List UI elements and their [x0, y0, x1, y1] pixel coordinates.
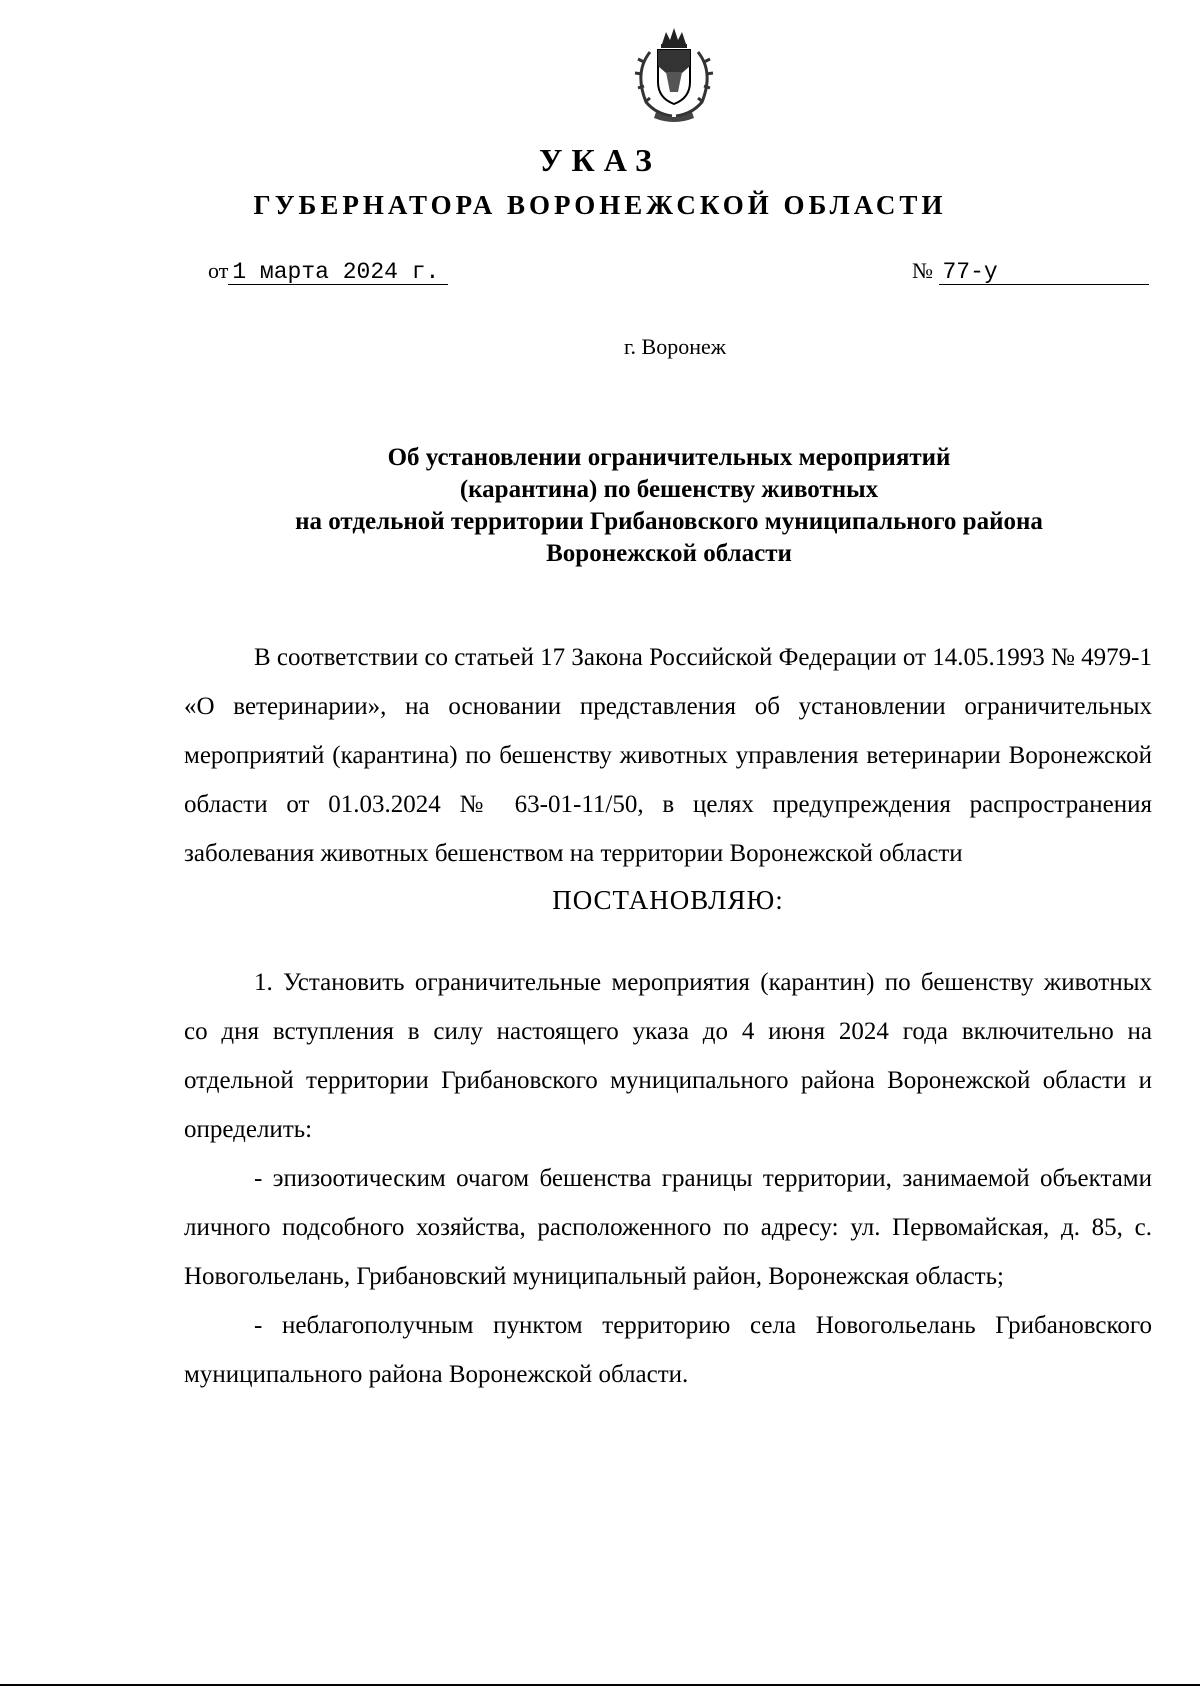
sub-item-paragraph: - эпизоотическим очагом бешенства границы территории, занимаемой объектами личного подсобного хозяйства, расположенного по адресу: ул. Первомайская, д. 85, с. Новогольелань, Грибановский муниципальный район, Воронежская область;	[184, 1165, 1152, 1290]
document-type-title: УКАЗ	[539, 142, 661, 178]
heading-line: (карантина) по бешенству животных	[459, 476, 879, 503]
item-1-paragraph: 1. Установить ограничительные мероприятия (карантин) по бешенству животных со дня вступления в силу настоящего указа до 4 июня 2024 года включительно на отдельной территории Грибановского муниципального района Воронежской области и определить:	[184, 969, 1152, 1143]
coat-of-arms-icon	[620, 22, 728, 124]
number-value: 77-у	[939, 260, 1149, 285]
document-body	[184, 633, 1152, 1399]
decree-word: ПОСТАНОВЛЯЮ:	[552, 885, 784, 915]
heading-line: на отдельной территории Грибановского муниципального района	[295, 508, 1043, 535]
heading-line: Об установлении ограничительных мероприятий	[387, 444, 951, 471]
document-date	[208, 258, 448, 285]
document-heading	[0, 442, 1200, 570]
date-label: от	[208, 258, 229, 283]
preamble-paragraph: В соответствии со статьей 17 Закона Российской Федерации от 14.05.1993 № 4979-1 «О ветеринарии», на основании представления об установлении ограничительных мероприятий (карантина) по бешенству животных управления ветеринарии Воронежской области от 01.03.2024 № 63-01-11/50, в целях предупреждения распространения заболевания животных бешенством на территории Воронежской области	[184, 644, 1152, 867]
sub-item-paragraph: - неблагополучным пунктом территорию села Новогольелань Грибановского муниципального района Воронежской области.	[184, 1312, 1152, 1388]
issue-city: г. Воронеж	[624, 334, 726, 359]
issuer-title: ГУБЕРНАТОРА ВОРОНЕЖСКОЙ ОБЛАСТИ	[253, 190, 947, 220]
heading-line: Воронежской области	[546, 540, 792, 567]
number-label: №	[912, 258, 933, 283]
page-bottom-rule	[0, 1684, 1200, 1686]
date-value: 1 марта 2024 г.	[228, 260, 448, 285]
document-number	[912, 258, 1149, 285]
